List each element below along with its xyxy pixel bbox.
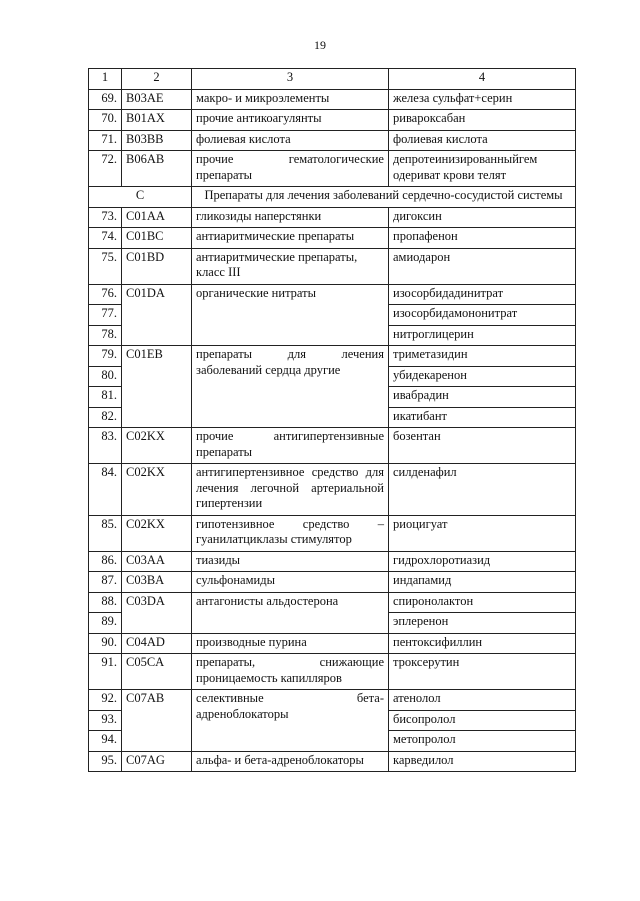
table-row xyxy=(89,515,576,551)
drug-name: троксерутин xyxy=(389,654,576,690)
drug-group: препараты для лечения заболеваний сердца другие xyxy=(192,346,389,428)
table-row xyxy=(89,248,576,284)
atc-code: C01AA xyxy=(122,207,192,228)
row-number: 87. xyxy=(89,572,122,593)
atc-code: C04AD xyxy=(122,633,192,654)
row-number: 89. xyxy=(89,613,122,634)
drug-table xyxy=(88,68,576,772)
table-row xyxy=(89,654,576,690)
table-row xyxy=(89,130,576,151)
drug-group: прочие антигипертензивные препараты xyxy=(192,428,389,464)
drug-name: силденафил xyxy=(389,464,576,516)
drug-name: индапамид xyxy=(389,572,576,593)
page-number: 19 xyxy=(314,38,326,52)
table-row xyxy=(89,228,576,249)
atc-code: C05CA xyxy=(122,654,192,690)
atc-code: B03BB xyxy=(122,130,192,151)
drug-name: бозентан xyxy=(389,428,576,464)
atc-code: C01DA xyxy=(122,284,192,346)
drug-group: производные пурина xyxy=(192,633,389,654)
drug-group: органические нитраты xyxy=(192,284,389,346)
table-row xyxy=(89,592,576,613)
drug-group: фолиевая кислота xyxy=(192,130,389,151)
drug-name: изосорбидамононитрат xyxy=(389,305,576,326)
row-number: 88. xyxy=(89,592,122,613)
row-number: 73. xyxy=(89,207,122,228)
atc-code: C01BD xyxy=(122,248,192,284)
drug-name: пропафенон xyxy=(389,228,576,249)
atc-code: C07AG xyxy=(122,751,192,772)
drug-group: антиаритмические препараты xyxy=(192,228,389,249)
row-number: 85. xyxy=(89,515,122,551)
drug-group: прочие антикоагулянты xyxy=(192,110,389,131)
atc-code: B03AE xyxy=(122,89,192,110)
section-code: C xyxy=(89,187,192,208)
drug-name: триметазидин xyxy=(389,346,576,367)
drug-name: нитроглицерин xyxy=(389,325,576,346)
table-row xyxy=(89,346,576,367)
drug-name: дигоксин xyxy=(389,207,576,228)
header-col-3: 3 xyxy=(192,69,389,90)
table-row xyxy=(89,428,576,464)
table-row xyxy=(89,284,576,305)
drug-name: бисопролол xyxy=(389,710,576,731)
drug-group: тиазиды xyxy=(192,551,389,572)
table-row xyxy=(89,633,576,654)
drug-name: карведилол xyxy=(389,751,576,772)
row-number: 78. xyxy=(89,325,122,346)
table-row xyxy=(89,551,576,572)
table-row xyxy=(89,464,576,516)
drug-name: депротеинизированныйгем одериват крови телят xyxy=(389,151,576,187)
header-col-4: 4 xyxy=(389,69,576,90)
atc-code: C03AA xyxy=(122,551,192,572)
table-row xyxy=(89,207,576,228)
row-number: 93. xyxy=(89,710,122,731)
row-number: 69. xyxy=(89,89,122,110)
atc-code: C07AB xyxy=(122,690,192,752)
drug-name: гидрохлоротиазид xyxy=(389,551,576,572)
drug-group: антиаритмические препараты, класс III xyxy=(192,248,389,284)
drug-group: антагонисты альдостерона xyxy=(192,592,389,633)
row-number: 79. xyxy=(89,346,122,367)
table-row xyxy=(89,751,576,772)
drug-name: ивабрадин xyxy=(389,387,576,408)
drug-group: препараты, снижающие проницаемость капилляров xyxy=(192,654,389,690)
section-row xyxy=(89,187,576,208)
row-number: 94. xyxy=(89,731,122,752)
table-row xyxy=(89,89,576,110)
row-number: 72. xyxy=(89,151,122,187)
atc-code: B01AX xyxy=(122,110,192,131)
drug-group: гликозиды наперстянки xyxy=(192,207,389,228)
header-col-2: 2 xyxy=(122,69,192,90)
row-number: 80. xyxy=(89,366,122,387)
header-col-1: 1 xyxy=(89,69,122,90)
atc-code: C02KX xyxy=(122,515,192,551)
row-number: 77. xyxy=(89,305,122,326)
drug-name: икатибант xyxy=(389,407,576,428)
atc-code: C01EB xyxy=(122,346,192,428)
row-number: 71. xyxy=(89,130,122,151)
drug-group: антигипертензивное средство для лечения легочной артериальной гипертензии xyxy=(192,464,389,516)
drug-name: риоцигуат xyxy=(389,515,576,551)
table-row xyxy=(89,690,576,711)
drug-group: альфа- и бета-адреноблокаторы xyxy=(192,751,389,772)
drug-group: селективные бета-адреноблокаторы xyxy=(192,690,389,752)
drug-name: метопролол xyxy=(389,731,576,752)
row-number: 74. xyxy=(89,228,122,249)
atc-code: C02KX xyxy=(122,464,192,516)
drug-name: железа сульфат+серин xyxy=(389,89,576,110)
drug-name: изосорбидадинитрат xyxy=(389,284,576,305)
row-number: 90. xyxy=(89,633,122,654)
drug-name: пентоксифиллин xyxy=(389,633,576,654)
row-number: 70. xyxy=(89,110,122,131)
table-row xyxy=(89,110,576,131)
row-number: 92. xyxy=(89,690,122,711)
row-number: 84. xyxy=(89,464,122,516)
drug-name: фолиевая кислота xyxy=(389,130,576,151)
table-row xyxy=(89,151,576,187)
atc-code: C03DA xyxy=(122,592,192,633)
drug-name: эплеренон xyxy=(389,613,576,634)
row-number: 91. xyxy=(89,654,122,690)
row-number: 82. xyxy=(89,407,122,428)
drug-group: прочие гематологические препараты xyxy=(192,151,389,187)
drug-name: амиодарон xyxy=(389,248,576,284)
drug-name: ривароксабан xyxy=(389,110,576,131)
section-title: Препараты для лечения заболеваний сердечно-сосудистой системы xyxy=(192,187,576,208)
drug-group: макро- и микроэлементы xyxy=(192,89,389,110)
row-number: 86. xyxy=(89,551,122,572)
atc-code: C03BA xyxy=(122,572,192,593)
atc-code: C02KX xyxy=(122,428,192,464)
drug-group: сульфонамиды xyxy=(192,572,389,593)
table-header-row xyxy=(89,69,576,90)
row-number: 76. xyxy=(89,284,122,305)
drug-name: атенолол xyxy=(389,690,576,711)
row-number: 83. xyxy=(89,428,122,464)
row-number: 75. xyxy=(89,248,122,284)
drug-group: гипотензивное средство – гуанилатциклазы стимулятор xyxy=(192,515,389,551)
drug-name: спиронолактон xyxy=(389,592,576,613)
row-number: 81. xyxy=(89,387,122,408)
atc-code: C01BC xyxy=(122,228,192,249)
atc-code: B06AB xyxy=(122,151,192,187)
drug-name: убидекаренон xyxy=(389,366,576,387)
row-number: 95. xyxy=(89,751,122,772)
table-row xyxy=(89,572,576,593)
